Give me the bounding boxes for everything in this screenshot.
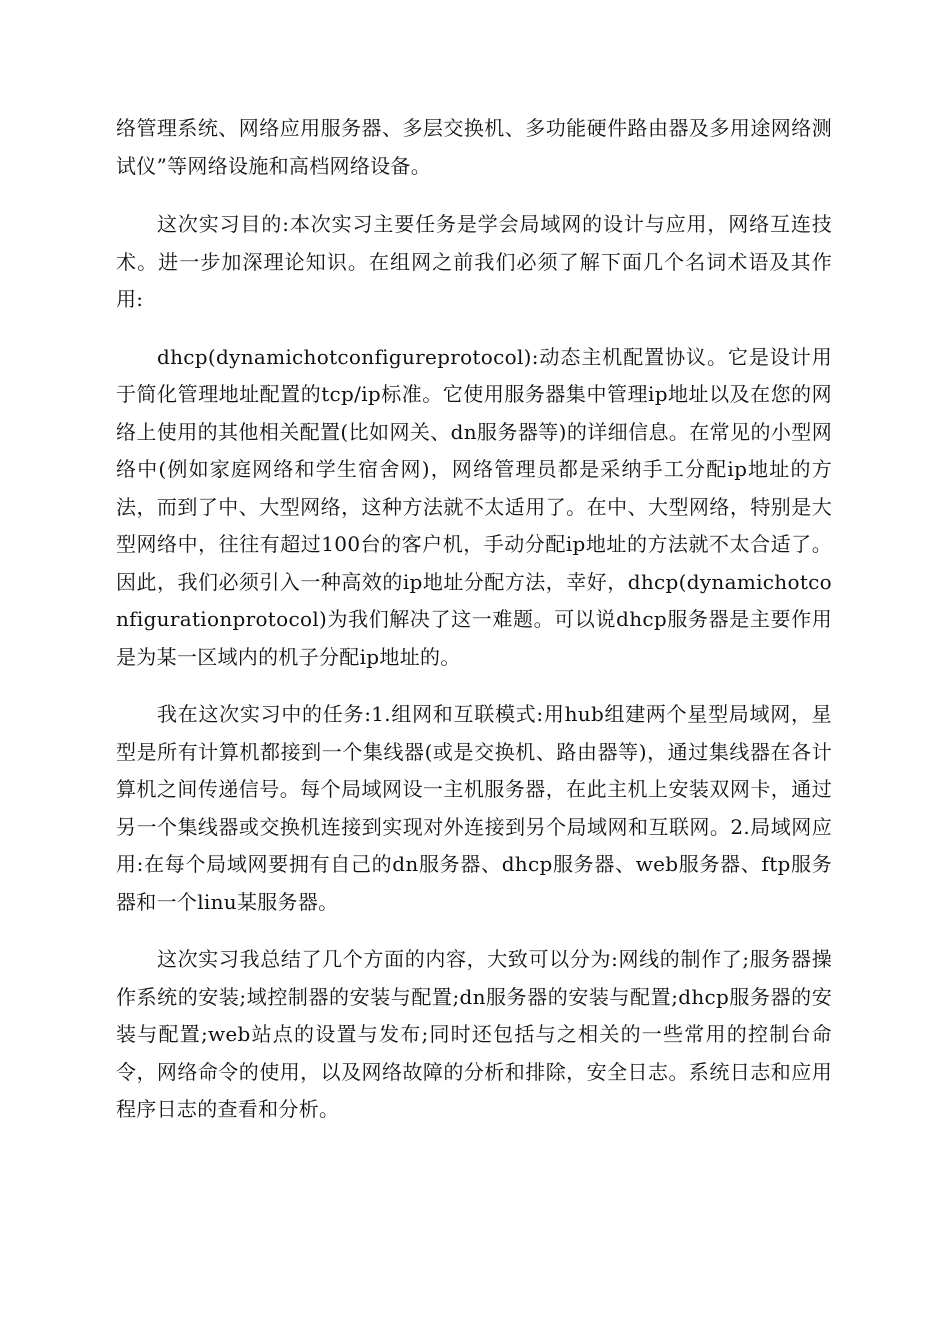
document-body bbox=[116, 110, 832, 1149]
paragraph-dhcp-definition: dhcp(dynamichotconfigureprotocol):动态主机配置协议。它是设计用于简化管理地址配置的tcp/ip标准。它使用服务器集中管理ip地址以及在您的网络上使用的其他相关配置(比如网关、dn服务器等)的详细信息。在常见的小型网络中(例如家庭网络和学生宿舍网)，网络管理员都是采纳手工分配ip地址的方法，而到了中、大型网络，这种方法就不太适用了。在中、大型网络，特别是大型网络中，往往有超过100台的客户机，手动分配ip地址的方法就不太合适了。因此，我们必须引入一种高效的ip地址分配方法，幸好，dhcp(dynamichotconfigurationprotocol)为我们解决了这一难题。可以说dhcp服务器是主要作用是为某一区域内的机子分配ip地址的。 bbox=[116, 344, 832, 669]
paragraph-internship-purpose: 这次实习目的:本次实习主要任务是学会局域网的设计与应用，网络互连技术。进一步加深理论知识。在组网之前我们必须了解下面几个名词术语及其作用: bbox=[116, 212, 832, 311]
paragraph-summary: 这次实习我总结了几个方面的内容，大致可以分为:网线的制作了;服务器操作系统的安装;域控制器的安装与配置;dn服务器的安装与配置;dhcp服务器的安装与配置;web站点的设置与发布;同时还包括与之相关的一些常用的控制台命令，网络命令的使用，以及网络故障的分析和排除，安全日志。系统日志和应用程序日志的查看和分析。 bbox=[116, 947, 832, 1121]
paragraph-internship-tasks: 我在这次实习中的任务:1.组网和互联模式:用hub组建两个星型局域网，星型是所有计算机都接到一个集线器(或是交换机、路由器等)，通过集线器在各计算机之间传递信号。每个局域网设一主机服务器，在此主机上安装双网卡，通过另一个集线器或交换机连接到实现对外连接到另个局域网和互联网。2.局域网应用:在每个局域网要拥有自己的dn服务器、dhcp服务器、web服务器、ftp服务器和一个linu某服务器。 bbox=[116, 702, 832, 914]
paragraph-continuation: 络管理系统、网络应用服务器、多层交换机、多功能硬件路由器及多用途网络测试仪”等网络设施和高档网络设备。 bbox=[116, 116, 832, 178]
